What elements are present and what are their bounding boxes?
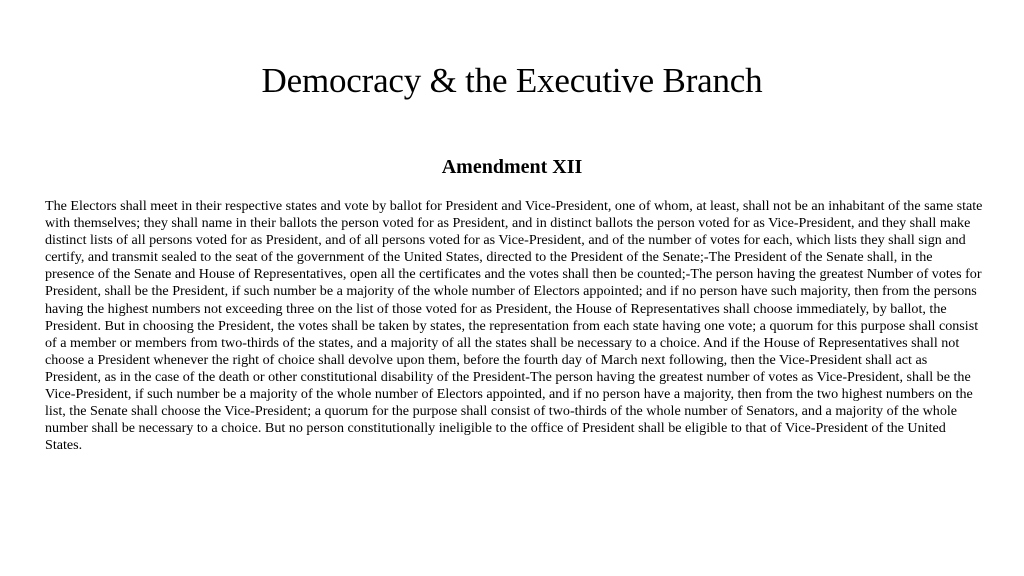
amendment-text: The Electors shall meet in their respective states and vote by ballot for President and Vice-President, one of whom, at least, shall not be an inhabitant of the same state with themselves; they shall name in their ballots the person voted for as President, and in distinct ballots the person voted for as Vice-President, and they shall make distinct lists of all persons voted for as President, and of all persons voted for as Vice-President, and of the number of votes for each, which lists they shall sign and certify, and transmit sealed to the seat of the government of the United States, directed to the President of the Senate;-The President of the Senate shall, in the presence of the Senate and House of Representatives, open all the certificates and the votes shall then be counted;-The person having the greatest Number of votes for President, shall be the President, if such number be a majority of the whole number of Electors appointed; and if no person have such majority, then from the persons having the highest numbers not exceeding three on the list of those voted for as President, the House of Representatives shall choose immediately, by ballot, the President. But in choosing the President, the votes shall be taken by states, the representation from each state having one vote; a quorum for this purpose shall consist of a member or members from two-thirds of the states, and a majority of all the states shall be necessary to a choice. And if the House of Representatives shall not choose a President whenever the right of choice shall devolve upon them, before the fourth day of March next following, then the Vice-President shall act as President, as in the case of the death or other constitutional disability of the President-The person having the greatest number of votes as Vice-President, shall be the Vice-President, if such number be a majority of the whole number of Electors appointed, and if no person have a majority, then from the two highest numbers on the list, the Senate shall choose the Vice-President; a quorum for the purpose shall consist of two-thirds of the whole number of Senators, and a majority of the whole number shall be necessary to a choice. But no person constitutionally ineligible to the office of President shall be eligible to that of Vice-President of the United States. bbox=[45, 198, 983, 454]
slide-subtitle: Amendment XII bbox=[441, 156, 583, 178]
slide-title: Democracy & the Executive Branch bbox=[261, 61, 763, 100]
